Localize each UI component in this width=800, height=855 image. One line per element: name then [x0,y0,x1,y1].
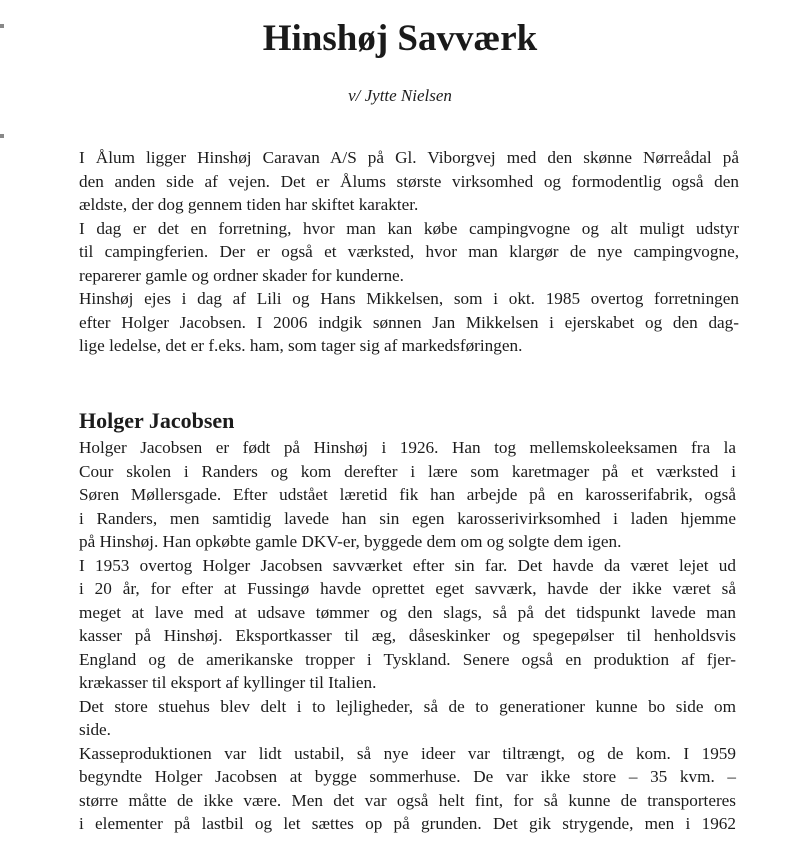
text-line: til campingferien. Der er også et værksted, hvor man klargør de nye campingvogne, [79,242,739,261]
text-line: efter Holger Jacobsen. I 2006 indgik sønnen Jan Mikkelsen i ejerskabet og den dag- [79,312,739,332]
text-line: side. [79,720,111,739]
text-line: Hinshøj ejes i dag af Lili og Hans Mikkelsen, som i okt. 1985 overtog forretningen [79,289,739,308]
text-line: ældste, der dog gennem tiden har skiftet karakter. [79,195,419,214]
page-title: Hinshøj Savværk [262,18,538,59]
text-line: Kasseproduktionen var lidt ustabil, så nye ideer var tiltrængt, og de kom. I 1959 [79,743,736,763]
text-line: i Randers, men samtidig lavede han sin egen karosserivirksomhed i laden hjemme [79,508,736,528]
text-line: Cour skolen i Randers og kom derefter i lære som karetmager på et værksted i [79,461,736,481]
text-line: I 1953 overtog Holger Jacobsen savværket efter sin far. Det havde da været lejet ud [79,555,736,575]
text-line: I dag er det en forretning, hvor man kan købe campingvogne og alt muligt udstyr [79,218,739,238]
text-line: krækasser til eksport af kyllinger til Italien. [79,673,377,692]
text-line: meget at lave med at udsave tømmer og den slags, så på det tidspunkt lavede man [79,602,736,622]
intro-paragraph [79,146,739,358]
text-line: begyndte Holger Jacobsen at bygge sommerhuse. De var ikke store – 35 kvm. – [79,767,736,786]
text-line: større måtte de ikke være. Men det var også helt fint, for så kunne de transporteres [79,790,736,810]
text-line: Søren Møllersgade. Efter udstået læretid fik han arbejde på en karosserifabrik, også [79,485,736,504]
text-line: i elementer på lastbil og let sættes op på grunden. Det gik strygende, men i 1962 [79,814,736,833]
text-line: reparerer gamle og ordner skader for kunderne. [79,265,404,285]
text-line: lige ledelse, det er f.eks. ham, som tager sig af markedsføringen. [79,336,523,355]
text-line: på Hinshøj. Han opkøbte gamle DKV-er, byggede dem om og solgte dem igen. [79,532,622,551]
text-line: Holger Jacobsen er født på Hinshøj i 1926. Han tog mellemskoleeksamen fra la [79,438,736,457]
section-heading: Holger Jacobsen [79,408,235,433]
scan-mark [0,134,4,138]
text-line: den anden side af vejen. Det er Ålums største virksomhed og formodentlig også den [79,171,739,191]
text-line: England og de amerikanske tropper i Tyskland. Senere også en produktion af fjer- [79,649,736,669]
text-line: I Ålum ligger Hinshøj Caravan A/S på Gl. Viborgvej med den skønne Nørreådal på [79,148,739,167]
text-line: Det store stuehus blev delt i to lejligheder, så de to generationer kunne bo side om [79,696,736,716]
text-line: i 20 år, for efter at Fussingø havde oprettet eget savværk, havde der ikke været så [79,579,736,598]
section-body [79,436,736,836]
author-byline: v/ Jytte Nielsen [348,86,452,105]
text-line: kasser på Hinshøj. Eksportkasser til æg, dåseskinker og spegepølser til henholdsvis [79,626,736,645]
